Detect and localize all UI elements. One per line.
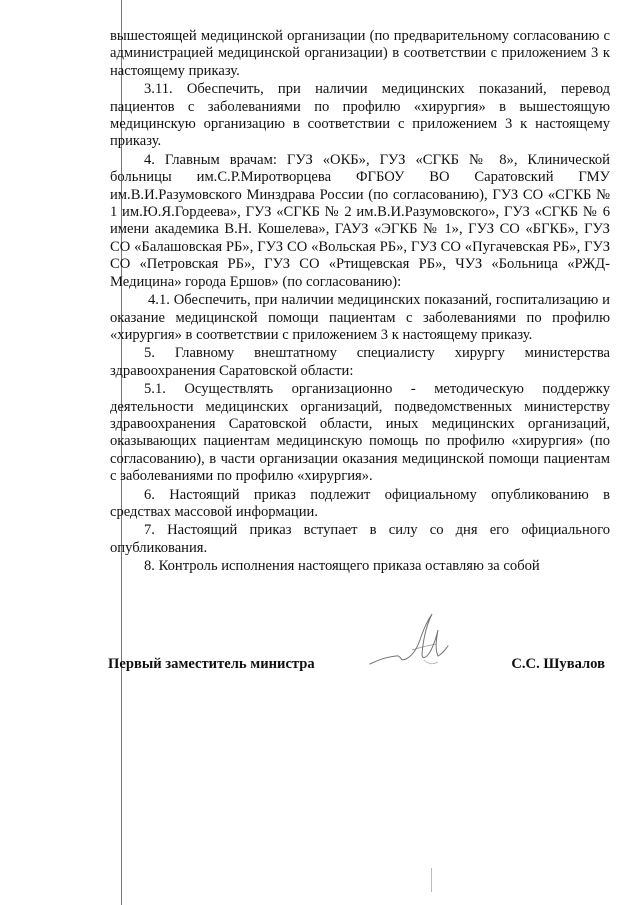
paragraph-5-1: 5.1. Осуществлять организационно - методическую поддержку деятельности медицинских организаций, подведомственных министерству здравоохранения Саратовской области, иных медицинских организаций, оказывающих пациентам медицинскую помощь по профилю «хирургия» (по согласованию), в части организации оказания медицинской помощи пациентам с заболеваниями по профилю «хирургия». bbox=[110, 381, 610, 485]
paragraph-3-11: 3.11. Обеспечить, при наличии медицинских показаний, перевод пациентов с заболеваниями по профилю «хирургия» в вышестоящую медицинскую организацию в соответствии с приложением 3 к настоящему приказу. bbox=[110, 81, 610, 150]
paragraph-4-1: 4.1. Обеспечить, при наличии медицинских показаний, госпитализацию и оказание медицинской помощи пациентам с заболеваниями по профилю «хирургия» в соответствии с приложением 3 к настоящему приказу. bbox=[110, 292, 610, 343]
handwritten-signature bbox=[366, 610, 456, 676]
paragraph-4: 4. Главным врачам: ГУЗ «ОКБ», ГУЗ «СГКБ № 8», Клинической больницы им.С.Р.Миротворцева ФГБОУ ВО Саратовский ГМУ им.В.И.Разумовского Минздрава России (по согласованию), ГУЗ СО «СГКБ № 1 им.Ю.Я.Гордеева», ГУЗ «СГКБ № 2 им.В.И.Разумовского», ГУЗ «СГКБ № 6 имени академика В.Н. Кошелева», ГАУЗ «ЭГКБ № 1», ГУЗ СО «БГКБ», ГУЗ СО «Балашовская РБ», ГУЗ СО «Вольская РБ», ГУЗ СО «Пугачевская РБ», ГУЗ СО «Петровская РБ», ГУЗ СО «Ртищевская РБ», ЧУЗ «Больница «РЖД-Медицина» города Ершов» (по согласованию): bbox=[110, 151, 610, 290]
signatory-title: Первый заместитель министра bbox=[108, 656, 315, 672]
paragraph-3-10-continuation: вышестоящей медицинской организации (по предварительному согласованию с администрацией медицинской организации) в соответствии с приложением 3 к настоящему приказу. bbox=[110, 28, 610, 79]
scan-mark bbox=[431, 868, 432, 892]
paragraph-7: 7. Настоящий приказ вступает в силу со дня его официального опубликования. bbox=[110, 522, 610, 556]
signatory-name: С.С. Шувалов bbox=[511, 656, 605, 672]
paragraph-5: 5. Главному внештатному специалисту хирургу министерства здравоохранения Саратовской области: bbox=[110, 345, 610, 379]
signature-block bbox=[108, 650, 613, 690]
paragraph-6: 6. Настоящий приказ подлежит официальному опубликованию в средствах массовой информации. bbox=[110, 486, 610, 520]
paragraph-8: 8. Контроль исполнения настоящего приказа оставляю за собой bbox=[144, 558, 540, 575]
document-body bbox=[110, 28, 610, 576]
